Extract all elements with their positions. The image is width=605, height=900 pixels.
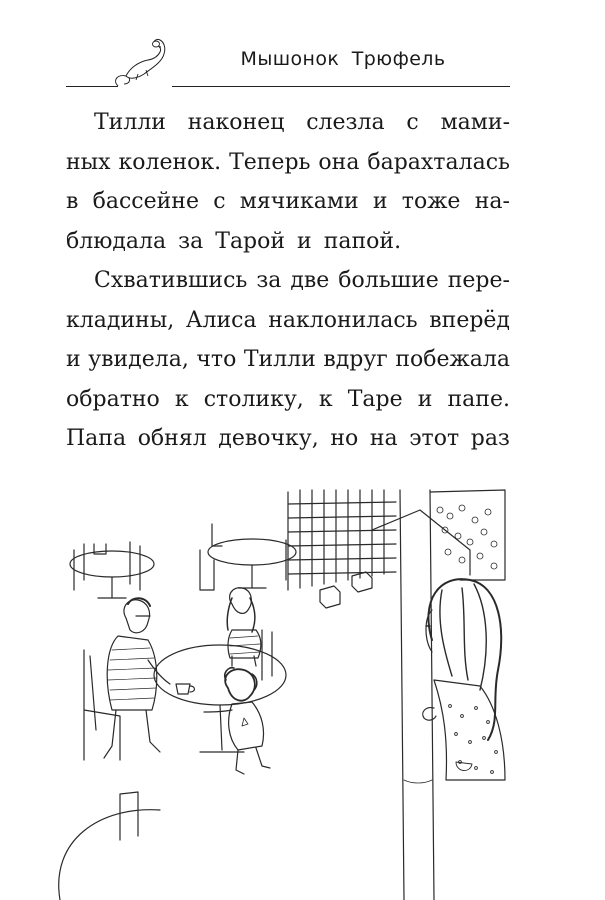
running-title: Мышонок Трюфель	[240, 48, 446, 70]
cafe-scene-illustration	[0, 480, 605, 900]
tilly-figure	[204, 668, 270, 774]
main-table	[154, 645, 286, 752]
background-table-left	[70, 542, 154, 598]
text-line: и увидела, что Тилли вдруг побежала	[66, 347, 510, 372]
ball-pit-grid	[288, 490, 505, 590]
text-line: Тилли наконец слезла с мами-	[94, 110, 510, 135]
body-text	[66, 103, 510, 459]
background-table-middle	[200, 524, 296, 590]
foreground-table	[59, 792, 160, 900]
text-line: в бассейне с мячиками и тоже на-	[66, 189, 510, 214]
mug	[176, 684, 195, 694]
father-figure	[84, 598, 170, 760]
tara-figure	[227, 588, 261, 666]
text-line: ных коленок. Теперь она барахталась	[66, 149, 510, 175]
text-line: обратно к столику, к Таре и папе.	[66, 386, 510, 412]
toy-blocks	[320, 572, 372, 608]
text-line: Папа обнял девочку, но на этот раз	[66, 426, 510, 451]
mouse-icon	[108, 34, 178, 90]
text-line: блюдала за Тарой и папой.	[66, 228, 402, 254]
pillar	[400, 490, 434, 900]
text-line: кладины, Алиса наклонилась вперёд	[66, 307, 510, 333]
running-head	[0, 0, 605, 100]
header-rule-left	[66, 86, 118, 87]
text-line: Схватившись за две большие пере-	[94, 268, 510, 293]
alice-figure	[423, 579, 505, 780]
header-rule-right	[172, 86, 510, 87]
